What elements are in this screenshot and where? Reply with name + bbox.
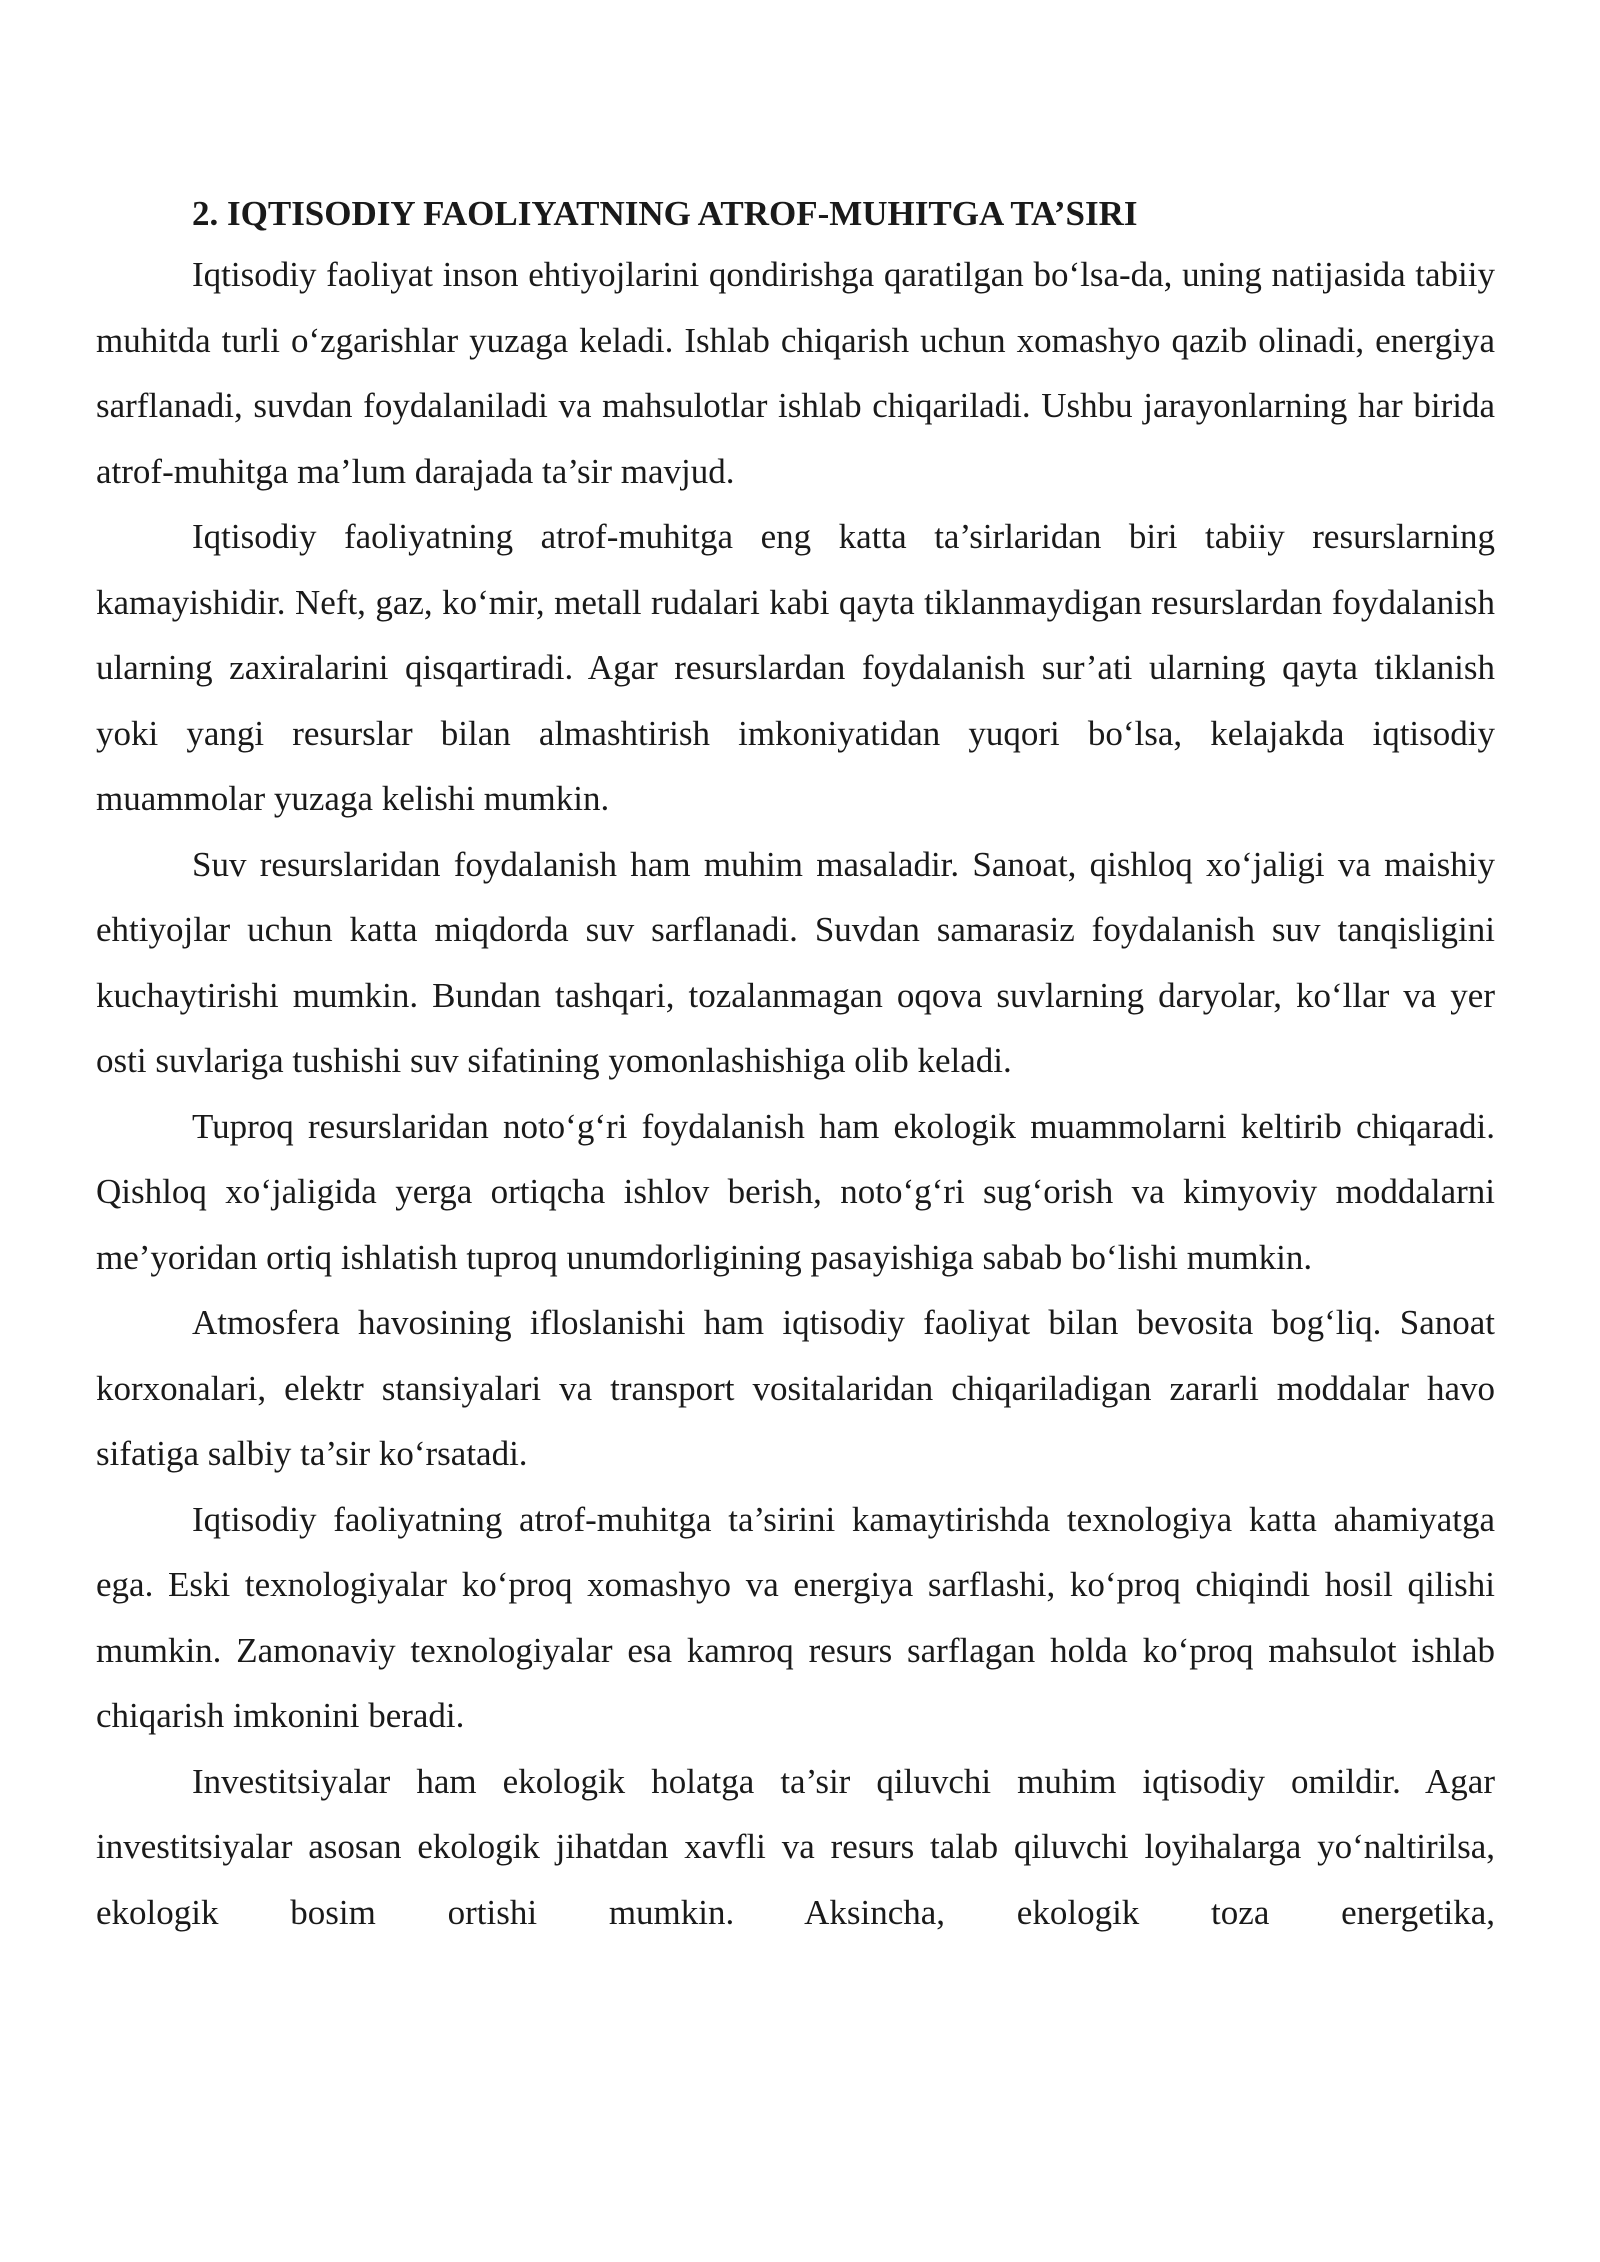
paragraph-3: Suv resurslaridan foydalanish ham muhim masaladir. Sanoat, qishloq xo‘jaligi va maishiy ehtiyojlar uchun katta miqdorda suv sarflanadi. Suvdan samarasiz foydalanish suv tanqisligini kuchaytirishi mumkin. Bundan tashqari, tozalanmagan oqova suvlarning daryolar, ko‘llar va yer osti suvlariga tushishi suv sifatining yomonlashishiga olib keladi. <box>96 844 1495 1080</box>
document-page <box>96 186 1495 1945</box>
paragraph-5: Atmosfera havosining ifloslanishi ham iqtisodiy faoliyat bilan bevosita bog‘liq. Sanoat korxonalari, elektr stansiyalari va transport vositalaridan chiqariladigan zararli moddalar havo sifatiga salbiy ta’sir ko‘rsatadi. <box>96 1303 1495 1473</box>
paragraph-6: Iqtisodiy faoliyatning atrof-muhitga ta’sirini kamaytirishda texnologiya katta ahamiyatga ega. Eski texnologiyalar ko‘proq xomashyo va energiya sarflashi, ko‘proq chiqindi hosil qilishi mumkin. Zamonaviy texnologiyalar esa kamroq resurs sarflagan holda ko‘proq mahsulot ishlab chiqarish imkonini beradi. <box>96 1499 1495 1735</box>
paragraph-2: Iqtisodiy faoliyatning atrof-muhitga eng katta ta’sirlaridan biri tabiiy resurslarning kamayishidir. Neft, gaz, ko‘mir, metall rudalari kabi qayta tiklanmaydigan resurslardan foydalanish ularning zaxiralarini qisqartiradi. Agar resurslardan foydalanish sur’ati ularning qayta tiklanish yoki yangi resurslar bilan almashtirish imkoniyatidan yuqori bo‘lsa, kelajakda iqtisodiy muammolar yuzaga kelishi mumkin. <box>96 517 1495 818</box>
paragraph-7: Investitsiyalar ham ekologik holatga ta’sir qiluvchi muhim iqtisodiy omildir. Agar investitsiyalar asosan ekologik jihatdan xavfli va resurs talab qiluvchi loyihalarga yo‘naltirilsa, ekologik bosim ortishi mumkin. Aksincha, ekologik toza energetika, <box>96 1761 1495 1932</box>
section-heading: 2. IQTISODIY FAOLIYATNING ATROF-MUHITGA TA’SIRI <box>192 194 1138 233</box>
paragraph-4: Tuproq resurslaridan noto‘g‘ri foydalanish ham ekologik muammolarni keltirib chiqaradi. Qishloq xo‘jaligida yerga ortiqcha ishlov berish, noto‘g‘ri sug‘orish va kimyoviy moddalarni me’yoridan ortiq ishlatish tuproq unumdorligining pasayishiga sabab bo‘lishi mumkin. <box>96 1106 1495 1277</box>
paragraph-1: Iqtisodiy faoliyat inson ehtiyojlarini qondirishga qaratilgan bo‘lsa-da, uning natijasida tabiiy muhitda turli o‘zgarishlar yuzaga keladi. Ishlab chiqarish uchun xomashyo qazib olinadi, energiya sarflanadi, suvdan foydalaniladi va mahsulotlar ishlab chiqariladi. Ushbu jarayonlarning har birida atrof-muhitga ma’lum darajada ta’sir mavjud. <box>96 255 1495 491</box>
